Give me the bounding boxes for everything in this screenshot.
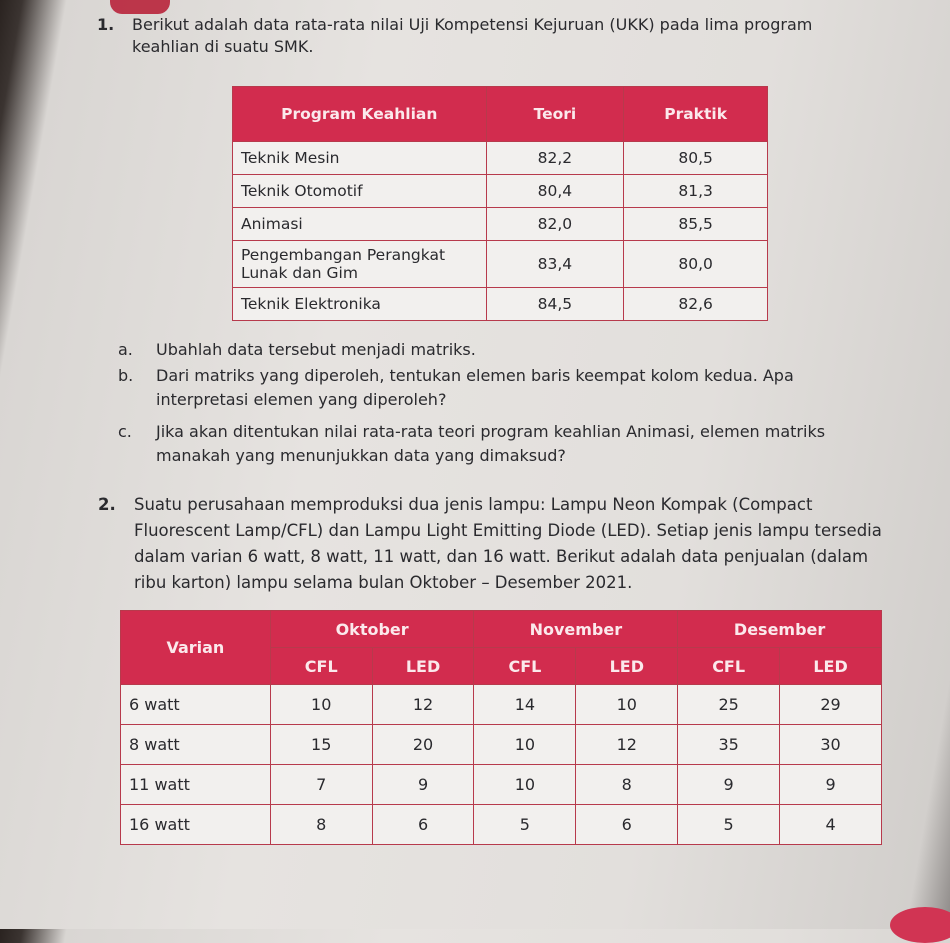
sub-question-c [118, 420, 898, 468]
ukk-table [232, 86, 768, 321]
value-cell: 10 [474, 725, 576, 765]
value-cell: 25 [678, 685, 780, 725]
value-cell: 30 [780, 725, 882, 765]
value-cell: 12 [576, 725, 678, 765]
lamp-sales-table [120, 610, 882, 845]
value-cell: 6 [576, 805, 678, 845]
table-row [121, 725, 882, 765]
type-header: CFL [474, 648, 576, 685]
table-row [121, 685, 882, 725]
type-header: CFL [270, 648, 372, 685]
value-cell: 85,5 [624, 208, 768, 241]
page-edge-mark [110, 0, 170, 14]
value-cell: 8 [576, 765, 678, 805]
value-cell: 9 [372, 765, 474, 805]
type-header: LED [576, 648, 678, 685]
question-1 [97, 14, 877, 58]
variant-cell: 6 watt [121, 685, 271, 725]
value-cell: 4 [780, 805, 882, 845]
sub-question-label: b. [118, 366, 134, 385]
value-cell: 84,5 [486, 288, 624, 321]
value-cell: 15 [270, 725, 372, 765]
value-cell: 80,5 [624, 142, 768, 175]
month-header: Desember [678, 611, 882, 648]
value-cell: 81,3 [624, 175, 768, 208]
value-cell: 10 [474, 765, 576, 805]
month-header: November [474, 611, 678, 648]
value-cell: 9 [678, 765, 780, 805]
table-row [233, 241, 768, 288]
value-cell: 5 [474, 805, 576, 845]
sub-question-b [118, 364, 888, 412]
type-header: LED [372, 648, 474, 685]
corner-header: Varian [121, 611, 271, 685]
program-cell: Pengembangan Perangkat Lunak dan Gim [233, 241, 487, 288]
type-header: LED [780, 648, 882, 685]
question-number: 1. [97, 15, 115, 34]
table-header-row [121, 611, 882, 648]
month-header: Oktober [270, 611, 474, 648]
question-number: 2. [98, 495, 116, 514]
table-row [121, 805, 882, 845]
variant-cell: 8 watt [121, 725, 271, 765]
column-header: Teori [486, 87, 624, 142]
corner-decoration [890, 907, 950, 943]
question-text: Suatu perusahaan memproduksi dua jenis lampu: Lampu Neon Kompak (Compact Fluorescent Lamp/CFL) dan Lampu Light Emitting Diode (LED). Setiap jenis lampu tersedia dalam varian 6 watt, 8 watt, 11 watt, dan 16 watt. Berikut adalah data penjualan (dalam ribu karton) lampu selama bulan Oktober – Desember 2021. [134, 495, 882, 592]
sub-question-a [118, 338, 898, 362]
value-cell: 9 [780, 765, 882, 805]
program-cell: Teknik Mesin [233, 142, 487, 175]
variant-cell: 11 watt [121, 765, 271, 805]
value-cell: 82,0 [486, 208, 624, 241]
value-cell: 14 [474, 685, 576, 725]
table-row [233, 175, 768, 208]
value-cell: 6 [372, 805, 474, 845]
table-row [121, 765, 882, 805]
value-cell: 80,4 [486, 175, 624, 208]
value-cell: 80,0 [624, 241, 768, 288]
column-header: Praktik [624, 87, 768, 142]
table-row [233, 288, 768, 321]
type-header: CFL [678, 648, 780, 685]
value-cell: 82,2 [486, 142, 624, 175]
value-cell: 10 [576, 685, 678, 725]
column-header: Program Keahlian [233, 87, 487, 142]
sub-question-text: Dari matriks yang diperoleh, tentukan elemen baris keempat kolom kedua. Apa interpretasi elemen yang diperoleh? [156, 366, 794, 409]
table-row [233, 208, 768, 241]
value-cell: 5 [678, 805, 780, 845]
sub-question-label: c. [118, 422, 132, 441]
program-cell: Animasi [233, 208, 487, 241]
sub-question-text: Jika akan ditentukan nilai rata-rata teori program keahlian Animasi, elemen matriks manakah yang menunjukkan data yang dimaksud? [156, 422, 826, 465]
value-cell: 8 [270, 805, 372, 845]
value-cell: 20 [372, 725, 474, 765]
program-cell: Teknik Otomotif [233, 175, 487, 208]
sub-question-label: a. [118, 340, 133, 359]
program-cell: Teknik Elektronika [233, 288, 487, 321]
value-cell: 29 [780, 685, 882, 725]
question-text: Berikut adalah data rata-rata nilai Uji Kompetensi Kejuruan (UKK) pada lima program keahlian di suatu SMK. [132, 15, 813, 56]
table-row [233, 142, 768, 175]
table-header-row [233, 87, 768, 142]
value-cell: 35 [678, 725, 780, 765]
value-cell: 83,4 [486, 241, 624, 288]
question-2 [98, 492, 898, 596]
value-cell: 82,6 [624, 288, 768, 321]
sub-question-text: Ubahlah data tersebut menjadi matriks. [156, 340, 476, 359]
variant-cell: 16 watt [121, 805, 271, 845]
value-cell: 7 [270, 765, 372, 805]
value-cell: 12 [372, 685, 474, 725]
value-cell: 10 [270, 685, 372, 725]
